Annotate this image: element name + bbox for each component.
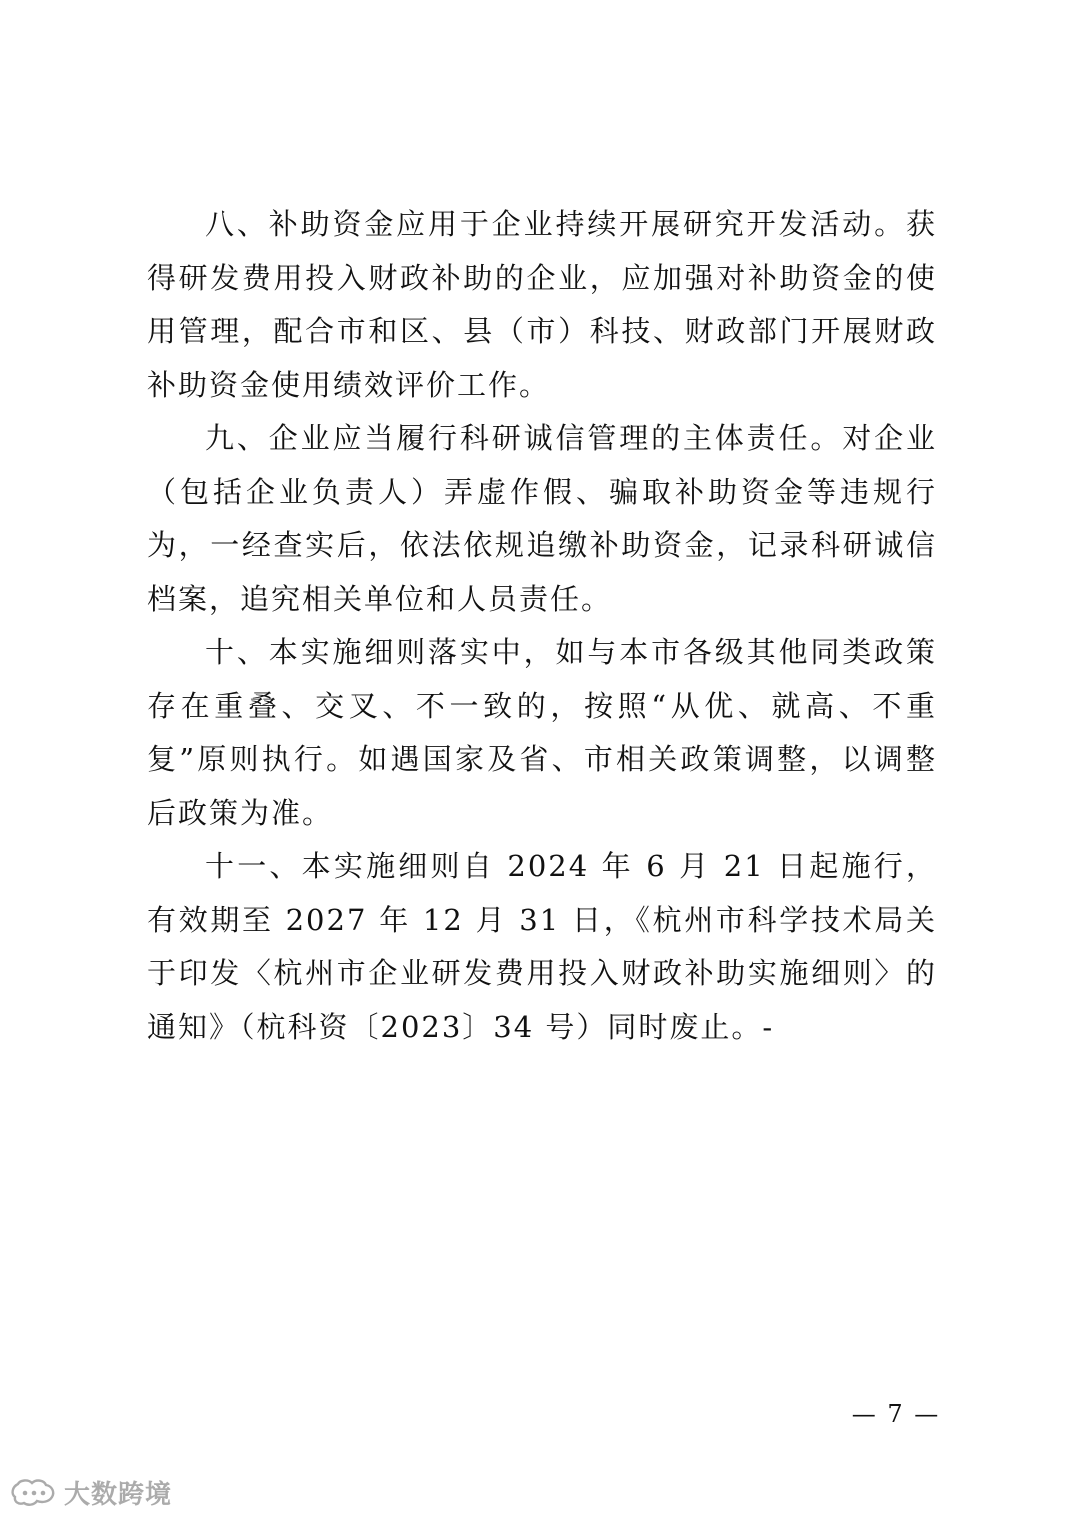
- paragraph-eight: 八、补助资金应用于企业持续开展研究开发活动。获得研发费用投入财政补助的企业，应加强对补助资金的使用管理，配合市和区、县（市）科技、财政部门开展财政补助资金使用绩效评价工作。: [147, 207, 937, 402]
- paragraph-ten: 十、本实施细则落实中，如与本市各级其他同类政策存在重叠、交叉、不一致的，按照“从优、就高、不重复”原则执行。如遇国家及省、市相关政策调整，以调整后政策为准。: [147, 635, 937, 830]
- watermark-text: 大数跨境: [64, 1480, 173, 1510]
- chat-bubble-icon: [10, 1478, 58, 1512]
- page-number: — 7 —: [851, 1400, 941, 1428]
- paragraph-eleven: 十一、本实施细则自 2024 年 6 月 21 日起施行，有效期至 2027 年 12 月 31 日，《杭州市科学技术局关于印发〈杭州市企业研发费用投入财政补助实施细则〉的通知》（杭科资〔2023〕34 号）同时废止。-: [147, 849, 937, 1044]
- paragraph-nine: 九、企业应当履行科研诚信管理的主体责任。对企业（包括企业负责人）弄虚作假、骗取补助资金等违规行为，一经查实后，依法依规追缴补助资金，记录科研诚信档案，追究相关单位和人员责任。: [147, 421, 937, 616]
- document-body: [147, 198, 937, 1054]
- watermark: [10, 1474, 172, 1516]
